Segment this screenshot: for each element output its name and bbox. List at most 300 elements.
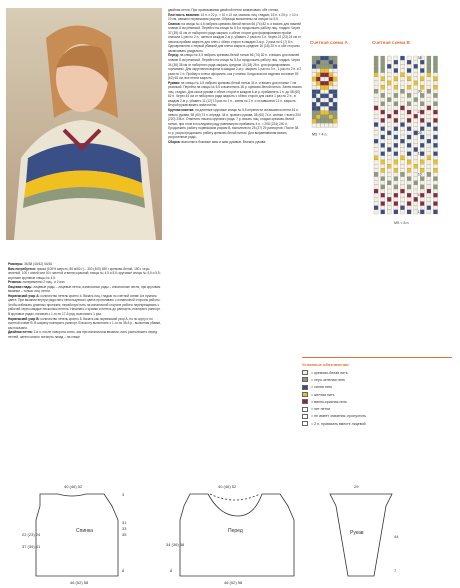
chart-b-cell	[407, 60, 411, 64]
chart-a-cell	[312, 56, 316, 60]
chart-b-cell	[433, 85, 437, 89]
chart-b-cell	[414, 156, 418, 160]
chart-b-cell	[433, 98, 437, 102]
chart-a-cell	[312, 98, 316, 102]
chart-b-cell	[420, 81, 424, 85]
chart-a-cell	[316, 69, 320, 73]
chart-b-row-number: 1	[417, 209, 420, 214]
chart-b-cell	[407, 89, 411, 93]
chart-b-cell	[387, 118, 391, 122]
chart-b-cell	[394, 193, 398, 197]
needs-label: Вам потребуется:	[8, 266, 36, 271]
front-bottom-dim: 46 (52) 58	[224, 580, 243, 585]
chart-a-cell	[320, 106, 324, 110]
chart-b-cell	[387, 123, 391, 127]
chart-b-cell	[381, 127, 385, 131]
chart-b-cell	[374, 164, 378, 168]
chart-b-cell	[387, 98, 391, 102]
chart-b-cell	[394, 81, 398, 85]
chart-b-cell	[374, 156, 378, 160]
legend-label: = кремово-белая нить	[311, 370, 348, 375]
chart-b-cell	[381, 60, 385, 64]
chart-b-cell	[427, 177, 431, 181]
chart-b-cell	[400, 60, 404, 64]
stst-label: Лицевая гладь:	[8, 284, 33, 289]
chart-b-cell	[387, 197, 391, 201]
chart-a-cell	[320, 64, 324, 68]
dec-text: 1-я п. после поворота снять, как при изнаночном вязании, нить расположить перед петлей, затем сильно потянуть назад – на спице	[8, 330, 157, 339]
chart-a-cell	[325, 64, 329, 68]
chart-a-cell	[333, 123, 337, 127]
chart-a-cell	[333, 90, 337, 94]
chart-b-cell	[400, 202, 404, 206]
legend-list	[302, 369, 458, 427]
chart-b-cell	[400, 164, 404, 168]
chart-b-cell	[381, 152, 385, 156]
chart-b-cell	[427, 127, 431, 131]
chart-b-cell	[381, 106, 385, 110]
chart-a-cell	[316, 98, 320, 102]
chart-b-cell	[433, 202, 437, 206]
chart-b-cell	[387, 127, 391, 131]
legend-label: = серо-зеленая нить	[311, 377, 346, 382]
chart-b-cell	[420, 102, 424, 106]
chart-b-cell	[420, 60, 424, 64]
chart-b-cell	[394, 89, 398, 93]
chart-b-cell	[407, 202, 411, 206]
chart-b-cell	[381, 68, 385, 72]
chart-a-cell	[325, 85, 329, 89]
sleeve-height-2: 7	[394, 568, 397, 573]
chart-b-cell	[427, 189, 431, 193]
chart-b-cell	[414, 98, 418, 102]
back-height: 8	[122, 568, 125, 573]
chart-b-cell	[407, 131, 411, 135]
chart-b-cell	[433, 89, 437, 93]
chart-b-cell	[394, 60, 398, 64]
chart-a-cell	[333, 111, 337, 115]
chart-b-cell	[420, 73, 424, 77]
chart-b-cell	[400, 110, 404, 114]
chart-a-cell	[333, 69, 337, 73]
chart-a-cell	[325, 81, 329, 85]
chart-a-cell	[316, 111, 320, 115]
chart-b-cell	[433, 160, 437, 164]
chart-b-cell	[407, 135, 411, 139]
sleeve-title: Рукав	[350, 530, 364, 536]
chart-b-cell	[381, 197, 385, 201]
chart-a-cell	[329, 85, 333, 89]
chart-b-cell	[407, 152, 411, 156]
chart-b-cell	[427, 143, 431, 147]
chart-b-cell	[387, 77, 391, 81]
chart-b-cell	[414, 102, 418, 106]
chart-b-cell	[381, 143, 385, 147]
chart-a-cell	[316, 115, 320, 119]
chart-a-cell	[312, 111, 316, 115]
chart-a-cell	[312, 90, 316, 94]
chart-a-cell	[316, 106, 320, 110]
rib-text: попеременно 2 лиц., и 2 изн.	[22, 280, 66, 285]
chart-b-cell	[427, 60, 431, 64]
chart-b-row-number: 30	[417, 89, 422, 94]
gauge-label: Плотность вязания:	[168, 12, 200, 17]
chart-b-cell	[400, 106, 404, 110]
chart-b-cell	[387, 135, 391, 139]
chart-b-cell	[414, 68, 418, 72]
legend-label: = нет петли	[311, 407, 331, 412]
chart-b-cell	[414, 135, 418, 139]
chart-b-cell	[407, 193, 411, 197]
legend-label: = желтая нить	[311, 392, 335, 397]
chart-b-cell	[400, 85, 404, 89]
chart-b-cell	[394, 152, 398, 156]
chart-b-cell	[394, 189, 398, 193]
chart-b-cell	[394, 102, 398, 106]
chart-b-cell	[374, 189, 378, 193]
legend-swatch	[302, 399, 308, 404]
chart-b-cell	[394, 210, 398, 214]
chart-b-row-number: 25	[417, 110, 422, 115]
chart-b-cell	[420, 164, 424, 168]
chart-b-cell	[420, 189, 424, 193]
chart-b-cell	[407, 156, 411, 160]
chart-b-cell	[394, 77, 398, 81]
chart-b-cell	[374, 106, 378, 110]
chart-a-cell	[333, 106, 337, 110]
chart-b-cell	[433, 164, 437, 168]
chart-b-cell	[400, 143, 404, 147]
chart-a-cell	[312, 106, 316, 110]
chart-a-cell	[329, 90, 333, 94]
chart-b-cell	[427, 152, 431, 156]
back-schematic	[36, 494, 118, 576]
chart-a-cell	[329, 102, 333, 106]
chart-b-cell	[420, 143, 424, 147]
chart-b-cell	[427, 210, 431, 214]
chart-a-cell	[320, 77, 324, 81]
chart-b-cell	[387, 114, 391, 118]
dec-label: Двойная петля:	[8, 330, 33, 335]
chart-b-cell	[433, 123, 437, 127]
patA-label: Норвежский узор A:	[8, 293, 40, 298]
chart-b-cell	[374, 177, 378, 181]
chart-b-cell	[374, 56, 378, 60]
sizes-label: Размеры:	[8, 262, 24, 266]
chart-b-repeat-label: MS = 8 п.	[394, 221, 410, 226]
chart-a-cell	[333, 73, 337, 77]
chart-a-cell	[316, 119, 320, 123]
chart-b-cell	[400, 139, 404, 143]
chart-b-cell	[400, 102, 404, 106]
chart-b-cell	[381, 189, 385, 193]
chart-b-cell	[407, 77, 411, 81]
chart-b-cell	[400, 210, 404, 214]
chart-a-cell	[316, 64, 320, 68]
chart-b-cell	[427, 73, 431, 77]
chart-a-cell	[333, 60, 337, 64]
chart-b-cell	[381, 102, 385, 106]
chart-b-cell	[420, 206, 424, 210]
chart-b-cell	[420, 160, 424, 164]
chart-b-cell	[387, 110, 391, 114]
chart-b-cell	[433, 68, 437, 72]
chart-b-cell	[427, 77, 431, 81]
chart-b-cell	[400, 118, 404, 122]
chart-a-cell	[312, 94, 316, 98]
chart-b-cell	[394, 164, 398, 168]
chart-b-cell	[417, 209, 424, 214]
sleeve-height: 44	[394, 534, 399, 539]
chart-b-cell	[427, 202, 431, 206]
chart-b-cell	[420, 77, 424, 81]
chart-b-cell	[427, 89, 431, 93]
front-title: Перед	[228, 528, 243, 534]
chart-b-cell	[387, 85, 391, 89]
chart-b-cell	[381, 156, 385, 160]
legend-label: = 2 п. провязать вместе лицевой	[311, 421, 366, 426]
back-dim-1: 31	[122, 520, 127, 525]
chart-b-cell	[381, 110, 385, 114]
chart-b-cell	[387, 131, 391, 135]
chart-a-cell	[325, 115, 329, 119]
back-dim-2: 33	[122, 526, 127, 531]
chart-b-cell	[407, 147, 411, 151]
chart-a-cell	[320, 85, 324, 89]
chart-b-cell	[394, 181, 398, 185]
chart-b-cell	[381, 56, 385, 60]
chart-b-cell	[381, 164, 385, 168]
chart-a-cell	[320, 56, 324, 60]
chart-b-cell	[433, 77, 437, 81]
legend-swatch	[302, 377, 308, 382]
chart-b-cell	[374, 172, 378, 176]
chart-b-cell	[407, 118, 411, 122]
chart-b-cell	[433, 110, 437, 114]
chart-b-cell	[414, 60, 418, 64]
chart-b-cell	[433, 131, 437, 135]
chart-b-cell	[407, 64, 411, 68]
chart-b-cell	[374, 123, 378, 127]
chart-b-cell	[387, 106, 391, 110]
chart-b-cell	[374, 181, 378, 185]
back-title: Спинка	[76, 528, 93, 534]
chart-a-cell	[333, 56, 337, 60]
chart-b-cell	[427, 164, 431, 168]
chart-a-cell	[320, 123, 324, 127]
legend-label: = не имеет значения, пропустить	[311, 414, 367, 419]
legend-item	[302, 376, 458, 383]
chart-b-cell	[414, 118, 418, 122]
chart-b-cell	[414, 73, 418, 77]
chart-b-cell	[427, 168, 431, 172]
chart-b-cell	[381, 160, 385, 164]
chart-b-cell	[420, 197, 424, 201]
chart-b-cell	[387, 181, 391, 185]
chart-b-cell	[394, 56, 398, 60]
chart-b-cell	[374, 118, 378, 122]
legend	[302, 362, 458, 427]
back-top-dim: 40 (46) 52	[64, 484, 83, 489]
chart-a-cell	[312, 102, 316, 106]
chart-b-cell	[427, 110, 431, 114]
yoke-label: Круглая кокетка:	[168, 108, 195, 113]
chart-b-cell	[427, 102, 431, 106]
chart-b-cell	[433, 106, 437, 110]
chart-a-cell	[316, 73, 320, 77]
chart-b-cell	[400, 189, 404, 193]
chart-b-cell	[387, 147, 391, 151]
chart-a-cell	[316, 56, 320, 60]
chart-b-row-number: 20	[417, 130, 422, 135]
chart-b-cell	[394, 143, 398, 147]
chart-a-cell	[320, 60, 324, 64]
chart-b-cell	[387, 172, 391, 176]
chart-b-cell	[374, 81, 378, 85]
chart-b-cell	[394, 172, 398, 176]
chart-a-cell	[325, 111, 329, 115]
chart-b-cell	[400, 81, 404, 85]
chart-a-cell	[316, 81, 320, 85]
chart-b-cell	[374, 131, 378, 135]
chart-b-row-number: 5	[417, 193, 420, 198]
chart-b-cell	[427, 139, 431, 143]
chart-b-cell	[374, 85, 378, 89]
chart-b-cell	[407, 206, 411, 210]
chart-b-cell	[387, 60, 391, 64]
chart-b-cell	[374, 93, 378, 97]
chart-a-cell	[312, 85, 316, 89]
chart-b-cell	[407, 181, 411, 185]
chart-b-cell	[414, 114, 418, 118]
chart-b-cell	[427, 68, 431, 72]
chart-b-cell	[374, 68, 378, 72]
chart-a-cell	[325, 123, 329, 127]
chart-b-cell	[394, 185, 398, 189]
chart-a-cell	[325, 73, 329, 77]
stst-text: лицевые ряды – лицевые петли, изнаночные ряды – изнаночные петли; при круговом вязании – только лиц. петли.	[8, 284, 161, 294]
chart-b-cell	[407, 143, 411, 147]
legend-swatch	[302, 385, 308, 390]
collar-text: выполнить боковые швы и швы рукавов. Втачать рукава.	[181, 139, 267, 144]
chart-b-cell	[414, 181, 418, 185]
chart-b-cell	[433, 189, 437, 193]
chart-a-cell	[316, 102, 320, 106]
chart-a-cell	[329, 123, 333, 127]
chart-a-cell	[329, 106, 333, 110]
chart-a-cell	[329, 81, 333, 85]
chart-b-cell	[427, 147, 431, 151]
patB-label: Норвежский узор B:	[8, 316, 40, 321]
chart-b-cell	[400, 56, 404, 60]
chart-b-cell	[433, 135, 437, 139]
legend-item	[302, 405, 458, 412]
back-bottom-dim: 46 (52) 58	[70, 580, 89, 585]
chart-b-cell	[407, 68, 411, 72]
chart-b-cell	[381, 210, 385, 214]
chart-b-cell	[427, 106, 431, 110]
chart-b-cell	[433, 193, 437, 197]
chart-a-cell	[316, 90, 320, 94]
chart-b-cell	[387, 139, 391, 143]
chart-b-cell	[433, 172, 437, 176]
chart-b-cell	[381, 181, 385, 185]
chart-b-cell	[433, 177, 437, 181]
chart-a-cell	[316, 85, 320, 89]
chart-b-cell	[427, 193, 431, 197]
chart-b-cell	[427, 197, 431, 201]
legend-label: = синяя нить	[311, 385, 333, 390]
chart-b-cell	[433, 156, 437, 160]
chart-a-cell	[333, 119, 337, 123]
front-top-dim: 40 (46) 52	[218, 484, 237, 489]
chart-a-cell	[333, 94, 337, 98]
chart-b-cell	[400, 147, 404, 151]
chart-b-cell	[433, 181, 437, 185]
chart-a-cell	[333, 77, 337, 81]
chart-b-cell	[433, 152, 437, 156]
chart-b-cell	[381, 193, 385, 197]
chart-b-cell	[427, 93, 431, 97]
chart-b-cell	[427, 160, 431, 164]
chart-b-cell	[407, 164, 411, 168]
front-text: на спицы № 4,5 набрать кремово-белой нитью 66 (74) 82 п. и вязать для нижней планки 8 см резинкой. Перейти на спицы № 5,5 и продолжить работу лиц. гладью. Через 34 (36) 38 см от наборного ряда закрыть средние 10 (18) 26 п. для формирования горловины. Для округления выреза в каждом 2-м р. закрыть 1 раз по 3 п., 1 раз по 2 п. и 2 раза по 1 п. Пройму и плечи оформить, как у спинки. Когда высота изделия составит 59 (62) 65 см, все петли закрыть.	[168, 53, 302, 81]
chart-b-cell	[433, 168, 437, 172]
chart-b-cell	[414, 197, 418, 201]
chart-b-cell	[433, 185, 437, 189]
chart-a-cell	[333, 64, 337, 68]
chart-a-cell	[312, 77, 316, 81]
chart-b-cell	[420, 123, 424, 127]
chart-b-cell	[387, 152, 391, 156]
chart-b-cell	[427, 131, 431, 135]
chart-b-cell	[381, 147, 385, 151]
legend-swatch	[302, 414, 308, 419]
chart-b-cell	[381, 123, 385, 127]
chart-a-cell	[325, 106, 329, 110]
chart-b-cell	[427, 81, 431, 85]
chart-b-cell	[420, 202, 424, 206]
chart-b-cell	[400, 197, 404, 201]
front-label: Перед:	[168, 53, 179, 58]
patB-text: количество петель кратно 8. Вязать как норвежский узор A, но по кругу и по счетной схеме B. В ширину повторять раппорт. В высоту выполнять с 1-го по 38-й р., выполняя убавки, как показано.	[8, 316, 161, 330]
chart-a-cell	[320, 98, 324, 102]
chart-a-cell	[320, 73, 324, 77]
chart-b-cell	[374, 185, 378, 189]
chart-a-cell	[320, 102, 324, 106]
chart-b-cell	[387, 64, 391, 68]
chart-b-cell	[433, 56, 437, 60]
chart-a-cell	[329, 64, 333, 68]
chart-b-cell	[374, 160, 378, 164]
chart-b-cell	[400, 177, 404, 181]
back-text: на спицы № 4,5 набрать кремово-белой нитью 66 (74) 82 п. и вязать для нижней планки 8 см резинкой. Перейти на спицы № 5,5 и продолжить работу лиц. гладью. Через 37 (39) 41 см от наборного ряда закрыть с обеих сторон для формирования пройм сначала 1 раз по 2 п., затем в каждом 2-м р. убавить 2 раза по 1 п. Через 22 (23) 24 см от начала проймы закрыть для плеч с обеих сторон в каждом 2-м р. 2 раза по 6 (7) 8 п. Одновременно с первой убавкой для плеча закрыть средние 16 (18) 20 п. и обе стороны заканчивать раздельно.	[168, 21, 301, 53]
chart-b-cell	[420, 114, 424, 118]
chart-b-title: Счетная схема B	[372, 40, 410, 45]
chart-b-cell	[394, 85, 398, 89]
chart-a-cell	[316, 60, 320, 64]
chart-a-cell	[329, 77, 333, 81]
chart-b-cell	[394, 156, 398, 160]
chart-b-cell	[414, 164, 418, 168]
chart-b-cell	[381, 172, 385, 176]
chart-b-cell	[381, 85, 385, 89]
chart-b-cell	[381, 73, 385, 77]
chart-b-cell	[387, 168, 391, 172]
chart-b-cell	[387, 102, 391, 106]
instructions-column	[168, 8, 302, 144]
chart-b-cell	[387, 206, 391, 210]
